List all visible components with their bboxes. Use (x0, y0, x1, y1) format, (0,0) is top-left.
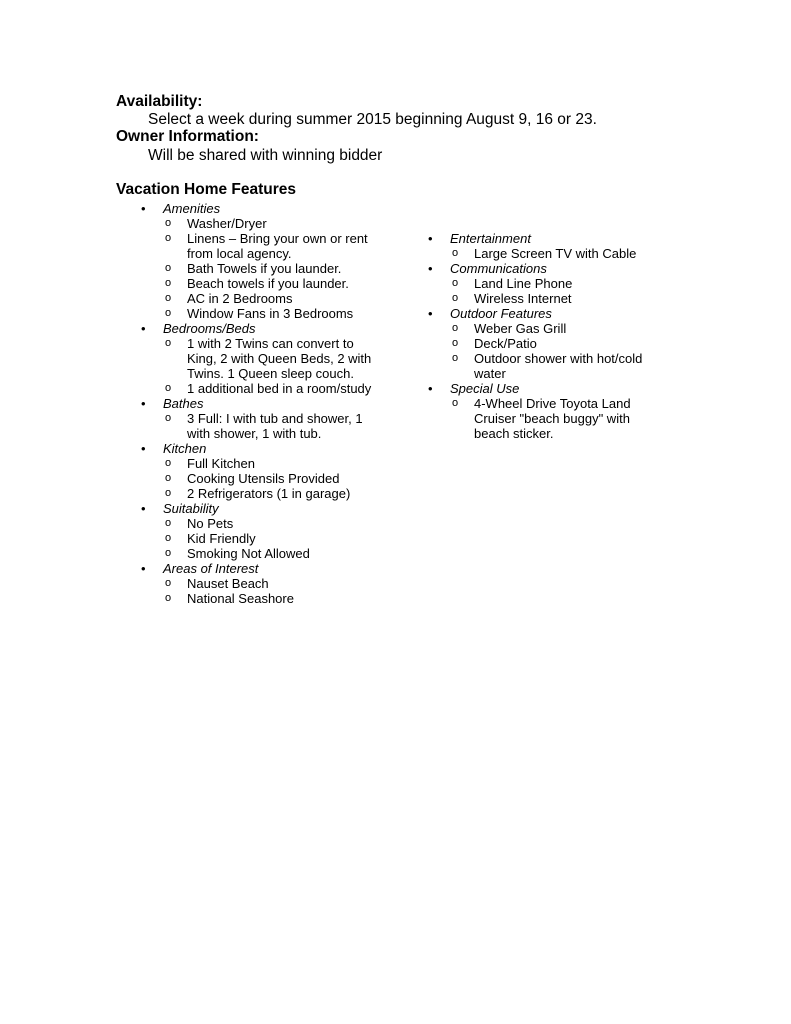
feature-item (428, 336, 649, 351)
feature-category (141, 501, 372, 516)
circle-bullet-icon: o (165, 577, 172, 589)
feature-item (141, 546, 372, 561)
category-label: Communications (450, 261, 547, 276)
feature-item-text: 4-Wheel Drive Toyota Land Cruiser "beach buggy" with beach sticker. (474, 396, 631, 441)
circle-bullet-icon: o (165, 292, 172, 304)
feature-category (141, 321, 372, 336)
feature-item-text: Nauset Beach (187, 576, 269, 591)
feature-item-text: National Seashore (187, 591, 294, 606)
circle-bullet-icon: o (165, 307, 172, 319)
feature-item-text: Washer/Dryer (187, 216, 267, 231)
feature-item-text: Weber Gas Grill (474, 321, 567, 336)
circle-bullet-icon: o (452, 337, 459, 349)
bullet-icon: • (141, 321, 146, 336)
circle-bullet-icon: o (452, 247, 459, 259)
feature-item (428, 246, 649, 261)
features-right-column (428, 231, 649, 441)
feature-item (141, 531, 372, 546)
feature-item (141, 486, 372, 501)
feature-item-text: Kid Friendly (187, 531, 256, 546)
feature-item (141, 216, 372, 231)
feature-item (141, 381, 372, 396)
feature-category (428, 231, 649, 246)
feature-item-text: Window Fans in 3 Bedrooms (187, 306, 354, 321)
circle-bullet-icon: o (165, 232, 172, 244)
bullet-icon: • (428, 231, 433, 246)
feature-item-text: Deck/Patio (474, 336, 537, 351)
features-left-column (141, 201, 372, 606)
feature-item (141, 306, 372, 321)
feature-item (141, 336, 372, 381)
bullet-icon: • (428, 306, 433, 321)
feature-item (141, 591, 372, 606)
circle-bullet-icon: o (165, 217, 172, 229)
feature-item (141, 516, 372, 531)
owner-heading: Owner Information: (116, 128, 259, 145)
feature-item (141, 261, 372, 276)
bullet-icon: • (141, 561, 146, 576)
bullet-icon: • (141, 441, 146, 456)
feature-item (428, 396, 649, 441)
circle-bullet-icon: o (452, 277, 459, 289)
feature-category (141, 561, 372, 576)
feature-item-text: 3 Full: I with tub and shower, 1 with shower, 1 with tub. (187, 411, 363, 441)
circle-bullet-icon: o (165, 262, 172, 274)
feature-item-text: Smoking Not Allowed (187, 546, 310, 561)
feature-item (428, 321, 649, 336)
feature-item-text: Bath Towels if you launder. (187, 261, 342, 276)
availability-heading: Availability: (116, 93, 203, 110)
feature-item-text: AC in 2 Bedrooms (187, 291, 293, 306)
circle-bullet-icon: o (165, 547, 172, 559)
feature-item (428, 351, 649, 381)
feature-item-text: Outdoor shower with hot/cold water (474, 351, 643, 381)
category-label: Entertainment (450, 231, 531, 246)
category-label: Bedrooms/Beds (163, 321, 256, 336)
bullet-icon: • (428, 261, 433, 276)
feature-category (428, 381, 649, 396)
category-label: Suitability (163, 501, 219, 516)
feature-category (141, 441, 372, 456)
feature-item (141, 231, 372, 261)
feature-category (428, 306, 649, 321)
feature-item (141, 411, 372, 441)
circle-bullet-icon: o (452, 352, 459, 364)
feature-item-text: Land Line Phone (474, 276, 573, 291)
feature-item (428, 276, 649, 291)
feature-item (141, 576, 372, 591)
circle-bullet-icon: o (165, 472, 172, 484)
feature-item-text: 1 with 2 Twins can convert to King, 2 with Queen Beds, 2 with Twins. 1 Queen sleep couch. (187, 336, 372, 381)
circle-bullet-icon: o (452, 292, 459, 304)
feature-item-text: Large Screen TV with Cable (474, 246, 637, 261)
circle-bullet-icon: o (452, 322, 459, 334)
category-label: Outdoor Features (450, 306, 552, 321)
circle-bullet-icon: o (165, 592, 172, 604)
feature-item-text: Linens – Bring your own or rent from local agency. (187, 231, 368, 261)
owner-text: Will be shared with winning bidder (148, 147, 383, 164)
feature-item (141, 291, 372, 306)
circle-bullet-icon: o (452, 397, 459, 409)
bullet-icon: • (428, 381, 433, 396)
features-heading: Vacation Home Features (116, 181, 297, 198)
feature-item (141, 276, 372, 291)
category-label: Amenities (163, 201, 221, 216)
circle-bullet-icon: o (165, 487, 172, 499)
feature-item-text: Full Kitchen (187, 456, 255, 471)
circle-bullet-icon: o (165, 337, 172, 349)
circle-bullet-icon: o (165, 277, 172, 289)
feature-item (141, 471, 372, 486)
feature-item-text: Wireless Internet (474, 291, 572, 306)
feature-item (141, 456, 372, 471)
availability-text: Select a week during summer 2015 beginning August 9, 16 or 23. (148, 111, 597, 128)
bullet-icon: • (141, 501, 146, 516)
circle-bullet-icon: o (165, 517, 172, 529)
circle-bullet-icon: o (165, 412, 172, 424)
feature-category (428, 261, 649, 276)
feature-item-text: Cooking Utensils Provided (187, 471, 340, 486)
category-label: Special Use (450, 381, 520, 396)
circle-bullet-icon: o (165, 532, 172, 544)
feature-category (141, 396, 372, 411)
circle-bullet-icon: o (165, 457, 172, 469)
bullet-icon: • (141, 201, 146, 216)
category-label: Areas of Interest (163, 561, 259, 576)
feature-item (428, 291, 649, 306)
feature-item-text: 2 Refrigerators (1 in garage) (187, 486, 351, 501)
category-label: Bathes (163, 396, 204, 411)
circle-bullet-icon: o (165, 382, 172, 394)
feature-item-text: Beach towels if you launder. (187, 276, 349, 291)
feature-item-text: 1 additional bed in a room/study (187, 381, 372, 396)
feature-item-text: No Pets (187, 516, 234, 531)
feature-category (141, 201, 372, 216)
category-label: Kitchen (163, 441, 207, 456)
bullet-icon: • (141, 396, 146, 411)
